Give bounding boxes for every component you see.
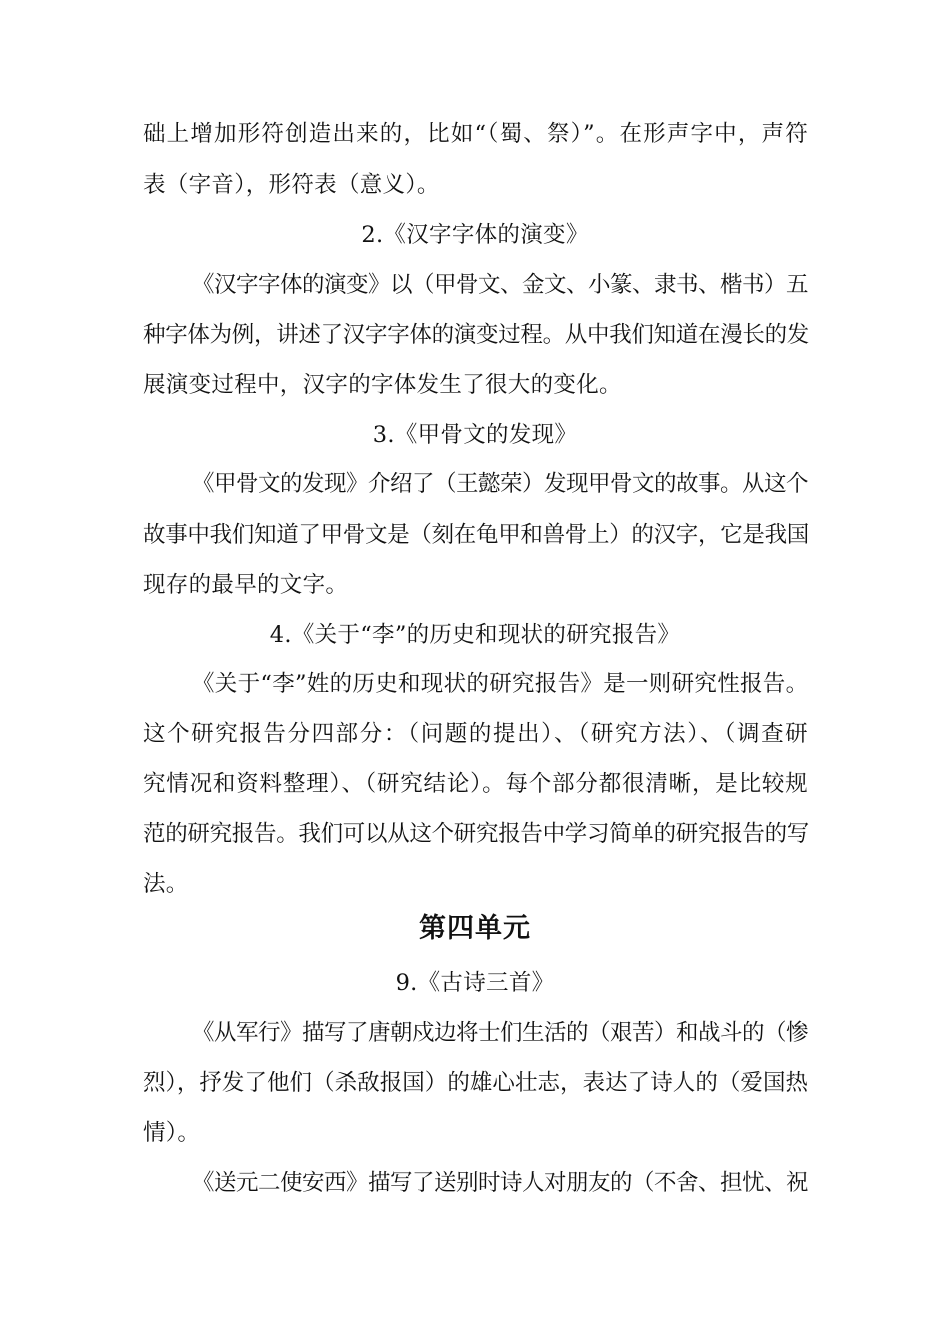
paragraph-line: 《甲骨文的发现》介绍了（王懿荣）发现甲骨文的故事。从这个 [192,471,809,497]
paragraph-line: 法。 [143,871,189,897]
paragraph-line: 展演变过程中，汉字的字体发生了很大的变化。 [143,372,622,398]
paragraph-line: 烈），抒发了他们（杀敌报国）的雄心壮志，表达了诗人的（爱国热 [143,1070,808,1096]
paragraph-line: 这个研究报告分四部分：（问题的提出）、（研究方法）、（调查研 [143,721,808,747]
paragraph-line: 范的研究报告。我们可以从这个研究报告中学习简单的研究报告的写 [143,821,810,847]
paragraph-line: 故事中我们知道了甲骨文是（刻在龟甲和兽骨上）的汉字，它是我国 [143,522,810,548]
paragraph-line: 《送元二使安西》描写了送别时诗人对朋友的（不舍、担忧、祝 [192,1170,809,1196]
section-title: 2.《汉字字体的演变》 [361,222,589,248]
paragraph-line: 现存的最早的文字。 [143,572,349,598]
paragraph-line: 《从军行》描写了唐朝戍边将士们生活的（艰苦）和战斗的（惨 [192,1020,809,1046]
section-title: 3.《甲骨文的发现》 [372,422,578,448]
paragraph-line: 情）。 [143,1120,201,1146]
paragraph-line: 《关于“李”姓的历史和现状的研究报告》是一则研究性报告。 [192,671,809,697]
paragraph-line: 究情况和资料整理）、（研究结论）。每个部分都很清晰，是比较规 [143,771,808,797]
paragraph-line: 种字体为例，讲述了汉字字体的演变过程。从中我们知道在漫长的发 [143,322,810,348]
paragraph-line: 础上增加形符创造出来的，比如“（蜀、祭）”。在形声字中，声符 [143,121,808,147]
paragraph-line: 表（字音），形符表（意义）。 [143,172,440,198]
paragraph-line: 《汉字字体的演变》以（甲骨文、金文、小篆、隶书、楷书）五 [192,272,809,298]
section-title: 4.《关于“李”的历史和现状的研究报告》 [269,622,681,648]
unit-heading: 第四单元 [419,913,531,944]
section-title: 9.《古诗三首》 [395,970,555,996]
